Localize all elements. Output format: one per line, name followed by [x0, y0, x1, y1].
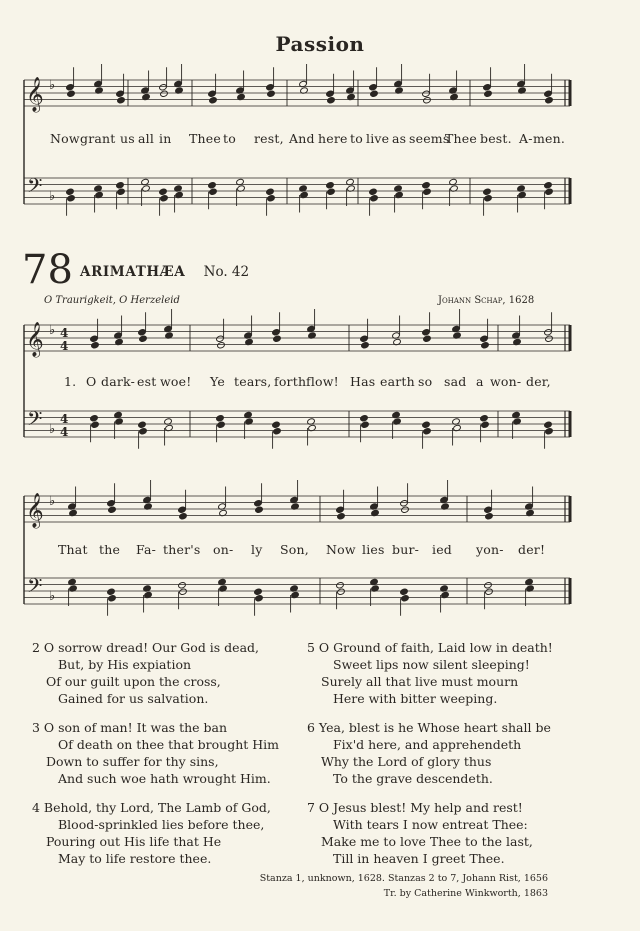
lyric-syllable: to — [350, 131, 363, 146]
tune-name: ARIMATHÆA — [80, 264, 186, 280]
lyric-syllable: live — [366, 131, 390, 146]
text-credits — [260, 871, 548, 901]
lyric-syllable: O — [86, 374, 97, 389]
note-head — [401, 595, 410, 602]
note-head — [545, 428, 554, 435]
stanza-line: Sweet lips now silent sleeping! — [333, 657, 530, 672]
note-head — [423, 97, 432, 104]
credit-line: Stanza 1, unknown, 1628. Stanzas 2 to 7, Johann Rist, 1656 — [259, 873, 548, 884]
stanza-2 — [32, 639, 259, 707]
note-head — [66, 84, 75, 91]
note-head — [484, 506, 493, 513]
lyric-syllable: der! — [518, 542, 546, 557]
note-head — [139, 428, 148, 435]
note-head — [67, 90, 76, 97]
note-head — [400, 500, 409, 507]
note-head — [544, 182, 553, 189]
stanza-line: Why the Lord of glory thus — [321, 754, 492, 769]
composer: Johann Schap, 1628 — [438, 295, 535, 306]
lyric-syllable: all — [138, 131, 155, 146]
lyric-syllable: Thee — [189, 131, 221, 146]
note-head — [336, 506, 345, 513]
note-head — [139, 335, 148, 342]
note-head — [360, 335, 369, 342]
note-head — [337, 588, 346, 595]
stanza-line: 5 O Ground of faith, Laid low in death! — [307, 640, 553, 655]
lyric-syllable: woe! — [160, 374, 192, 389]
lyric-syllable: a — [476, 374, 484, 389]
note-head — [217, 342, 226, 349]
note-head — [481, 342, 490, 349]
stanza-line: Here with bitter weeping. — [333, 691, 498, 706]
lyric-syllable: as — [392, 131, 407, 146]
lyric-syllable: Now — [50, 131, 80, 146]
note-head — [326, 182, 335, 189]
note-head — [159, 188, 168, 195]
note-head — [327, 97, 336, 104]
stanza-line: Till in heaven I greet Thee. — [333, 851, 505, 866]
note-head — [545, 188, 554, 195]
note-head — [423, 188, 432, 195]
note-head — [254, 500, 263, 507]
time-signature-top: 4 — [60, 326, 69, 340]
note-head — [480, 335, 489, 342]
lyric-syllable: That — [58, 542, 88, 557]
note-head — [266, 84, 275, 91]
lyric-syllable: Has — [350, 374, 376, 389]
note-head — [483, 188, 492, 195]
note-head — [178, 506, 187, 513]
note-head — [483, 84, 492, 91]
note-head — [273, 335, 282, 342]
time-signature-top: 4 — [60, 412, 69, 426]
stanza-line: 6 Yea, blest is he Whose heart shall be — [307, 720, 551, 735]
stanza-line: Make me to love Thee to the last, — [321, 834, 533, 849]
note-head — [91, 421, 100, 428]
note-head — [422, 329, 431, 336]
stanza-4 — [32, 799, 271, 867]
note-head — [422, 182, 431, 189]
note-head — [67, 195, 76, 202]
note-head — [326, 90, 335, 97]
stanza-line: Down to suffer for thy sins, — [46, 754, 219, 769]
note-head — [90, 335, 99, 342]
note-head — [254, 588, 263, 595]
lyric-syllable: Thee — [445, 131, 477, 146]
note-head — [361, 421, 370, 428]
stanza-line: Pouring out His life that He — [46, 834, 222, 849]
lyric-syllable: bur- — [392, 542, 420, 557]
lyric-syllable: sad — [444, 374, 467, 389]
lyric-syllable: the — [99, 542, 121, 557]
lyric-syllable: Son, — [280, 542, 309, 557]
bass-clef-icon: 𝄢 — [27, 407, 43, 435]
note-head — [209, 97, 218, 104]
note-head — [208, 90, 217, 97]
lyric-syllable: forth — [274, 374, 307, 389]
note-head — [544, 90, 553, 97]
stanza-line: 7 O Jesus blest! My help and rest! — [307, 800, 523, 815]
hymn-number: 78 — [22, 247, 73, 293]
note-head — [401, 506, 410, 513]
note-head — [138, 421, 147, 428]
stanza-line: May to life restore thee. — [58, 851, 212, 866]
note-head — [544, 329, 553, 336]
lyric-syllable: earth — [380, 374, 415, 389]
note-head — [484, 195, 493, 202]
note-head — [545, 97, 554, 104]
flat-icon: ♭ — [49, 494, 56, 509]
page-title: Passion — [275, 32, 365, 56]
note-head — [107, 588, 116, 595]
note-head — [272, 329, 281, 336]
note-head — [107, 500, 116, 507]
stanza-line: Blood-sprinkled lies before thee, — [58, 817, 265, 832]
note-head — [481, 421, 490, 428]
lyric-syllable: Ye — [210, 374, 225, 389]
lyric-syllable: here — [318, 131, 348, 146]
stanza-7 — [307, 799, 533, 867]
lyric-syllable: rest, — [254, 131, 284, 146]
credit-line: Tr. by Catherine Winkworth, 1863 — [383, 888, 548, 899]
stanza-3 — [32, 719, 279, 787]
note-head — [337, 513, 346, 520]
note-head — [485, 588, 494, 595]
note-head — [273, 428, 282, 435]
stanza-line: Surely all that live must mourn — [321, 674, 519, 689]
stanza-line: And such woe hath wrought Him. — [58, 771, 271, 786]
flat-icon: ♭ — [49, 422, 56, 437]
lyric-syllable: ly — [251, 542, 263, 557]
stanza-line: 2 O sorrow dread! Our God is dead, — [32, 640, 260, 655]
stanza-line: With tears I now entreat Thee: — [333, 817, 528, 832]
stanza-5 — [307, 639, 553, 707]
note-head — [117, 188, 126, 195]
stanza-line: 4 Behold, thy Lord, The Lamb of God, — [32, 800, 271, 815]
lyric-syllable: in — [159, 131, 172, 146]
lyric-syllable: on- — [213, 542, 234, 557]
note-head — [485, 513, 494, 520]
lyric-syllable: ied — [432, 542, 452, 557]
lyric-syllable: seems — [409, 131, 450, 146]
note-head — [216, 415, 225, 422]
stanza-6 — [307, 719, 551, 787]
note-head — [255, 506, 264, 513]
note-head — [178, 582, 187, 589]
stanza-line: Of our guilt upon the cross, — [46, 674, 221, 689]
note-head — [208, 182, 217, 189]
note-head — [544, 421, 553, 428]
flat-icon: ♭ — [49, 78, 56, 93]
lyric-syllable: so — [418, 374, 433, 389]
lyric-syllable: ther's — [163, 542, 201, 557]
note-head — [422, 90, 431, 97]
time-signature-bottom: 4 — [60, 339, 69, 353]
note-head — [179, 513, 188, 520]
note-head — [217, 421, 226, 428]
note-head — [66, 188, 75, 195]
stanza-line: To the grave descendeth. — [333, 771, 493, 786]
lyric-syllable: won- — [490, 374, 522, 389]
note-head — [361, 342, 370, 349]
note-head — [266, 188, 275, 195]
lyric-syllable: flow! — [306, 374, 339, 389]
note-head — [336, 582, 345, 589]
lyric-syllable: A- — [519, 131, 533, 146]
lyric-syllable: est — [137, 374, 157, 389]
lyric-syllable: us — [120, 131, 135, 146]
time-signature-bottom: 4 — [60, 425, 69, 439]
note-head — [267, 195, 276, 202]
note-head — [360, 415, 369, 422]
lyric-syllable: lies — [362, 542, 385, 557]
flat-icon: ♭ — [49, 589, 56, 604]
note-head — [159, 84, 168, 91]
bass-clef-icon: 𝄢 — [27, 174, 43, 202]
flat-icon: ♭ — [49, 323, 56, 338]
note-head — [369, 84, 378, 91]
lyric-syllable: 1. — [64, 374, 77, 389]
stanza-line: 3 O son of man! It was the ban — [32, 720, 228, 735]
note-head — [370, 90, 379, 97]
note-head — [91, 342, 100, 349]
note-head — [484, 582, 493, 589]
note-head — [400, 588, 409, 595]
note-head — [484, 90, 493, 97]
hymn-tune-heading — [80, 264, 249, 280]
lyric-syllable: der, — [526, 374, 551, 389]
note-head — [160, 195, 169, 202]
note-head — [160, 90, 169, 97]
note-head — [209, 188, 218, 195]
stanza-line: Fix'd here, and apprehendeth — [333, 737, 522, 752]
note-head — [90, 415, 99, 422]
treble-clef-icon: 𝄞 — [26, 322, 44, 357]
lyric-syllable: to — [223, 131, 236, 146]
note-head — [116, 90, 125, 97]
lyric-syllable: Fa- — [136, 542, 157, 557]
lyric-syllable: tears, — [234, 374, 272, 389]
stanza-line: But, by His expiation — [58, 657, 192, 672]
note-head — [480, 415, 489, 422]
bass-clef-icon: 𝄢 — [27, 574, 43, 602]
note-head — [423, 428, 432, 435]
note-head — [422, 421, 431, 428]
note-head — [545, 335, 554, 342]
note-head — [216, 335, 225, 342]
note-head — [272, 421, 281, 428]
treble-clef-icon: 𝄞 — [26, 493, 44, 528]
note-head — [370, 195, 379, 202]
note-head — [117, 97, 126, 104]
lyric-syllable: grant — [80, 131, 116, 146]
note-head — [179, 588, 188, 595]
lyric-syllable: And — [289, 131, 315, 146]
composer-credit — [438, 295, 534, 306]
tune-source: O Traurigkeit, O Herzeleid — [44, 295, 180, 306]
note-head — [138, 329, 147, 336]
lyric-syllable: dark- — [101, 374, 136, 389]
stanza-line: Gained for us salvation. — [58, 691, 209, 706]
lyric-syllable: yon- — [476, 542, 504, 557]
note-head — [369, 188, 378, 195]
lyric-syllable: men. — [533, 131, 566, 146]
tune-reference: No. 42 — [203, 264, 250, 280]
note-head — [423, 335, 432, 342]
note-head — [255, 595, 264, 602]
stanza-line: Of death on thee that brought Him — [58, 737, 280, 752]
note-head — [108, 595, 117, 602]
lyric-syllable: Now — [326, 542, 356, 557]
note-head — [267, 90, 276, 97]
treble-clef-icon: 𝄞 — [26, 77, 44, 112]
flat-icon: ♭ — [49, 189, 56, 204]
lyric-syllable: best. — [480, 131, 512, 146]
note-head — [108, 506, 117, 513]
note-head — [327, 188, 336, 195]
note-head — [116, 182, 125, 189]
